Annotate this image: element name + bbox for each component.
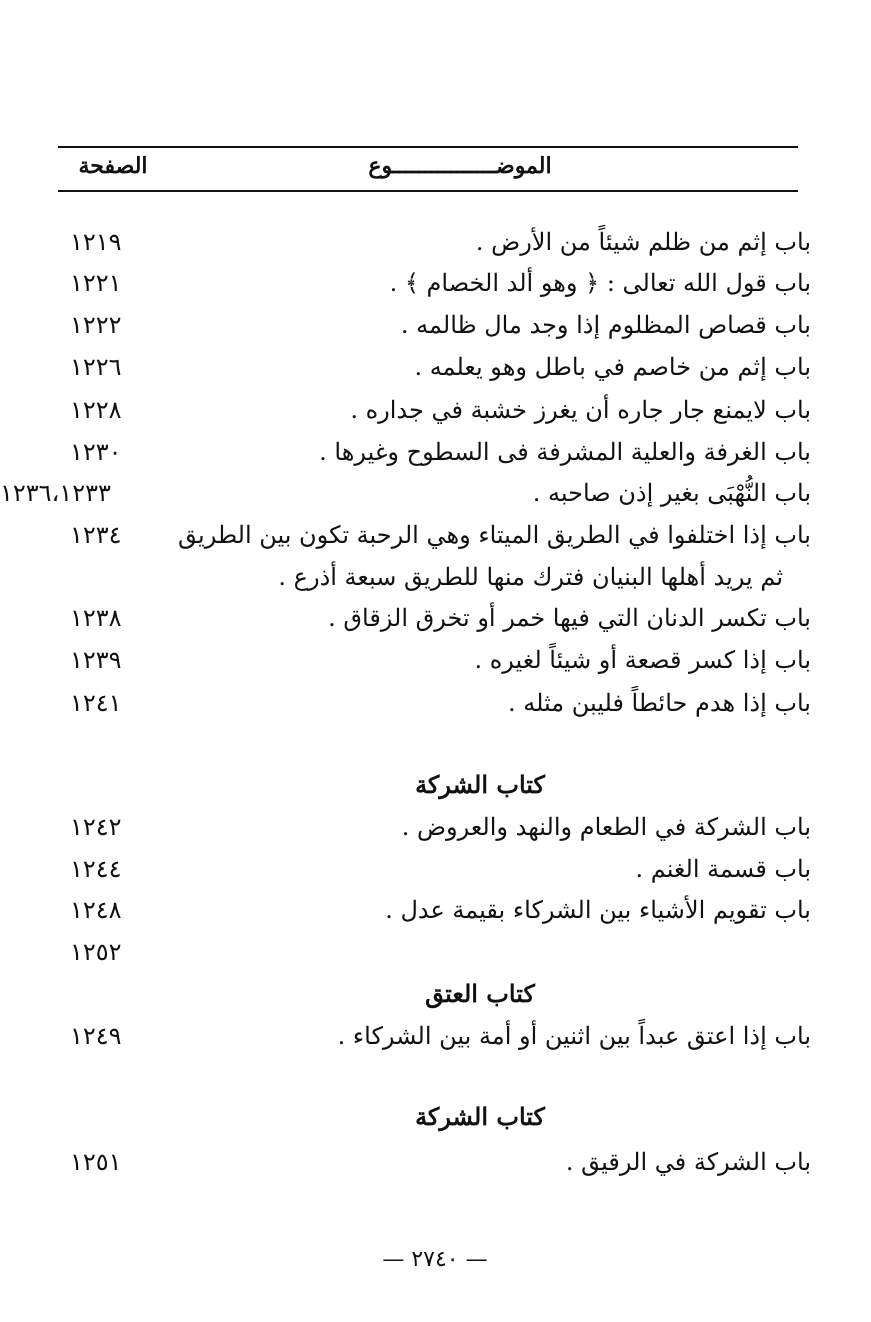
entry-text: باب تقويم الأشياء بين الشركاء بقيمة عدل .: [385, 896, 811, 924]
entry-text: باب لايمنع جار جاره أن يغرز خشبة في جداره .: [350, 396, 811, 424]
page-number-footer: — ٢٧٤٠ —: [382, 1247, 488, 1272]
entry-text: باب الغرفة والعلية المشرفة فى السطوح وغيرها .: [319, 438, 811, 466]
entry-text: باب قصاص المظلوم إذا وجد مال ظالمه .: [400, 311, 811, 339]
index-entry: [0, 432, 871, 472]
entry-text: باب إثم من خاصم في باطل وهو يعلمه .: [414, 353, 811, 381]
index-entry: [0, 222, 871, 262]
index-entry: [0, 305, 871, 345]
index-entry: [0, 640, 871, 680]
entry-text: باب إذا اختلفوا في الطريق الميتاء وهي الرحبة تكون بين الطريق: [178, 521, 811, 549]
page-column-header: الصفحة: [78, 153, 148, 179]
entry-text: باب إذا كسر قصعة أو شيئاً لغيره .: [474, 646, 811, 674]
entry-text: ثم يريد أهلها البنيان فترك منها للطريق سبعة أذرع .: [278, 563, 783, 591]
index-entry: [0, 515, 871, 555]
entry-page: ١٢٣٨: [70, 604, 122, 632]
entry-page: ١٢٤١: [70, 689, 122, 717]
section-title: كتاب العتق: [425, 979, 535, 1008]
entry-page: ١٢٢٢: [70, 311, 122, 339]
index-entry: [0, 807, 871, 847]
entry-page: ١٢٢٨: [70, 396, 122, 424]
entry-text: باب الشركة في الطعام والنهد والعروض .: [401, 813, 811, 841]
entry-page: ١٢٤٤: [70, 855, 122, 883]
header-top-rule: [58, 146, 798, 148]
entry-text: باب إذا هدم حائطاً فليبن مثله .: [507, 689, 811, 717]
entry-page: ١٢٣٤: [70, 521, 122, 549]
section-title: كتاب الشركة: [415, 1102, 545, 1131]
index-entry: [0, 473, 871, 513]
index-entry: [0, 849, 871, 889]
section-title: كتاب الشركة: [415, 770, 545, 799]
entry-page: ١٢٥١: [70, 1148, 122, 1176]
entry-text: باب إثم من ظلم شيئاً من الأرض .: [475, 228, 811, 256]
entry-page: ١٢٢١: [70, 269, 122, 297]
index-entry: [0, 347, 871, 387]
entry-text: باب الشركة في الرقيق .: [565, 1148, 811, 1176]
entry-text: باب قسمة الغنم .: [635, 855, 811, 883]
entry-page: ١٢٣٦،١٢٣٣: [0, 479, 111, 507]
index-entry: [0, 598, 871, 638]
index-entry: [0, 1016, 871, 1056]
entry-page: ١٢٣٩: [70, 646, 122, 674]
entry-page: ١٢٢٦: [70, 353, 122, 381]
entry-page: ١٢٤٢: [70, 813, 122, 841]
index-entry: [0, 683, 871, 723]
entry-page: ١٢٤٨: [70, 896, 122, 924]
header-bottom-rule: [58, 190, 798, 192]
entry-text: باب النُّهْبَى بغير إذن صاحبه .: [532, 479, 811, 507]
index-entry: [0, 932, 871, 972]
entry-text: باب تكسر الدنان التي فيها خمر أو تخرق الزقاق .: [328, 604, 811, 632]
entry-text: باب قول الله تعالى : ﴿ وهو ألد الخصام ﴾ .: [389, 269, 811, 297]
index-entry-continuation: [0, 557, 871, 597]
topic-column-header: الموضــــــــــــــــوع: [368, 153, 552, 179]
index-entry: [0, 890, 871, 930]
entry-page: ١٢٤٩: [70, 1022, 122, 1050]
index-entry: [0, 390, 871, 430]
entry-page: ١٢٥٢: [70, 938, 122, 966]
entry-page: ١٢٣٠: [70, 438, 122, 466]
entry-text: باب إذا اعتق عبداً بين اثنين أو أمة بين الشركاء .: [337, 1022, 811, 1050]
index-entry: [0, 263, 871, 303]
entry-page: ١٢١٩: [70, 228, 122, 256]
index-entry: [0, 1142, 871, 1182]
